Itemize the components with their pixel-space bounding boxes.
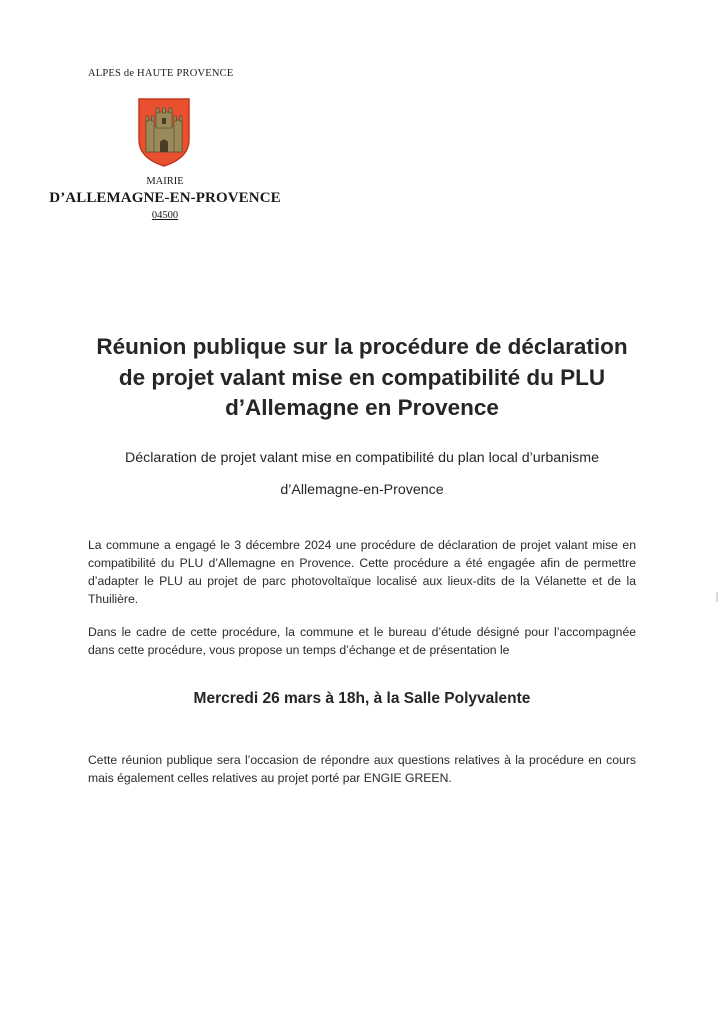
event-date-location: Mercredi 26 mars à 18h, à la Salle Polyvalente: [193, 690, 531, 707]
postcode: 04500: [151, 210, 179, 221]
mairie-label: MAIRIE: [146, 176, 184, 187]
subtitle-line-2: d’Allemagne-en-Provence: [280, 482, 444, 498]
body-paragraph-3: Cette réunion publique sera l’occasion de répondre aux questions relatives à la procédure en cours mais également celles relatives au projet porté par ENGIE GREEN.: [88, 753, 636, 785]
region-label: ALPES de HAUTE PROVENCE: [88, 68, 234, 79]
body-paragraph-1: La commune a engagé le 3 décembre 2024 une procédure de déclaration de projet valant mise en compatibilité du PLU d’Allemagne en Provence. Cette procédure a été engagée afin de permettre d’adapter le PLU au projet de parc photovoltaïque localisé aux lieux-dits de la Vélanette et de la Thuilière.: [88, 538, 636, 606]
title-line-3: d’Allemagne en Provence: [225, 395, 499, 420]
scan-artifact: [716, 592, 718, 602]
document-title: [60, 332, 664, 424]
document-subtitle: [60, 442, 664, 506]
coat-of-arms-castle-icon: [136, 96, 192, 168]
subtitle-line-1: Déclaration de projet valant mise en compatibilité du plan local d’urbanisme: [125, 450, 599, 466]
title-line-2: de projet valant mise en compatibilité du PLU: [118, 364, 606, 390]
commune-name: D’ALLEMAGNE-EN-PROVENCE: [49, 190, 281, 206]
title-line-1: Réunion publique sur la procédure de déclaration: [96, 334, 628, 359]
postcode-block: [60, 210, 270, 221]
body-paragraph-2: Dans le cadre de cette procédure, la commune et le bureau d’étude désigné pour l’accompagnée dans cette procédure, vous propose un temps d’échange et de présentation le: [88, 625, 636, 657]
